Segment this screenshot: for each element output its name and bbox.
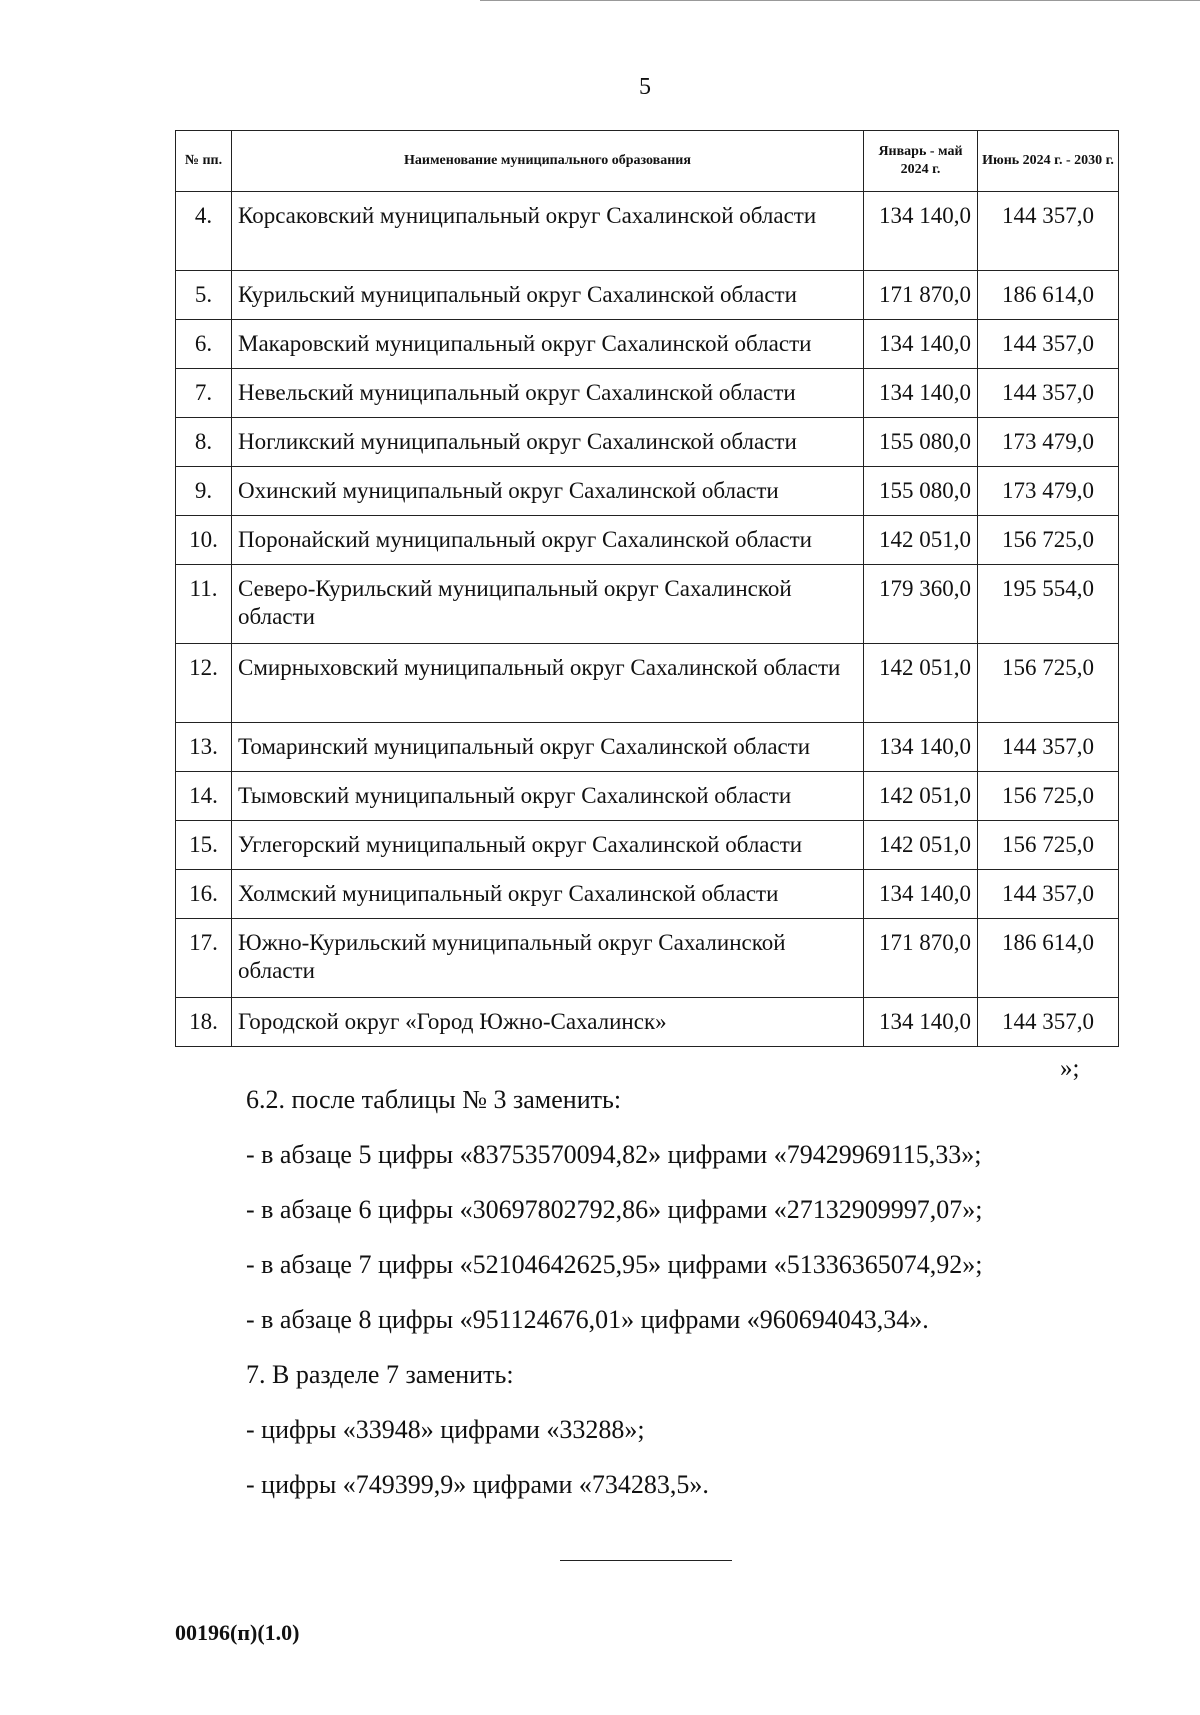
paragraph: - цифры «749399,9» цифрами «734283,5».: [246, 1470, 709, 1499]
row-name: Смирныховский муниципальный округ Сахалинской области: [232, 644, 864, 723]
row-num: 11.: [176, 565, 232, 644]
row-jun-2030: 144 357,0: [978, 723, 1119, 772]
row-num: 15.: [176, 821, 232, 870]
row-name: Поронайский муниципальный округ Сахалинской области: [232, 516, 864, 565]
document-code: 00196(п)(1.0): [175, 1620, 300, 1645]
table-closing-quote: »;: [1060, 1055, 1080, 1082]
table-row: [176, 723, 1119, 772]
row-jun-2030: 156 725,0: [978, 644, 1119, 723]
row-jun-2030: 144 357,0: [978, 998, 1119, 1047]
row-jun-2030: 173 479,0: [978, 418, 1119, 467]
end-rule: [560, 1560, 732, 1561]
table-row: [176, 565, 1119, 644]
row-jan-may: 179 360,0: [864, 565, 978, 644]
row-num: 8.: [176, 418, 232, 467]
row-name: Невельский муниципальный округ Сахалинской области: [232, 369, 864, 418]
row-jan-may: 134 140,0: [864, 320, 978, 369]
page-number: 5: [639, 74, 651, 100]
row-name: Томаринский муниципальный округ Сахалинской области: [232, 723, 864, 772]
paragraph: - в абзаце 5 цифры «83753570094,82» цифрами «79429969115,33»;: [246, 1140, 982, 1169]
row-name: Охинский муниципальный округ Сахалинской области: [232, 467, 864, 516]
row-jun-2030: 173 479,0: [978, 467, 1119, 516]
row-name: Курильский муниципальный округ Сахалинской области: [232, 271, 864, 320]
row-jan-may: 171 870,0: [864, 271, 978, 320]
row-jan-may: 155 080,0: [864, 467, 978, 516]
row-jan-may: 171 870,0: [864, 919, 978, 998]
row-jan-may: 155 080,0: [864, 418, 978, 467]
table-row: [176, 919, 1119, 998]
row-num: 9.: [176, 467, 232, 516]
table-row: [176, 320, 1119, 369]
row-jan-may: 134 140,0: [864, 998, 978, 1047]
row-jan-may: 142 051,0: [864, 644, 978, 723]
row-jun-2030: 156 725,0: [978, 516, 1119, 565]
paragraph: - в абзаце 6 цифры «30697802792,86» цифрами «27132909997,07»;: [246, 1195, 983, 1224]
row-jun-2030: 186 614,0: [978, 919, 1119, 998]
header-jan-may: Январь - май 2024 г.: [864, 131, 978, 192]
table-row: [176, 998, 1119, 1047]
amendment-text: [246, 1085, 1116, 1525]
table-row: [176, 369, 1119, 418]
row-name: Северо-Курильский муниципальный округ Сахалинской области: [232, 565, 864, 644]
row-num: 6.: [176, 320, 232, 369]
row-jun-2030: 186 614,0: [978, 271, 1119, 320]
table-row: [176, 516, 1119, 565]
row-num: 14.: [176, 772, 232, 821]
header-jun-2030: Июнь 2024 г. - 2030 г.: [978, 131, 1119, 192]
row-jun-2030: 144 357,0: [978, 369, 1119, 418]
row-num: 4.: [176, 192, 232, 271]
row-name: Городской округ «Город Южно-Сахалинск»: [232, 998, 864, 1047]
municipal-rates-table: [175, 130, 1119, 1047]
row-name: Корсаковский муниципальный округ Сахалинской области: [232, 192, 864, 271]
row-jun-2030: 144 357,0: [978, 320, 1119, 369]
row-jun-2030: 156 725,0: [978, 772, 1119, 821]
header-num: № пп.: [176, 131, 232, 192]
table-header-row: [176, 131, 1119, 192]
row-num: 13.: [176, 723, 232, 772]
row-jun-2030: 156 725,0: [978, 821, 1119, 870]
table-row: [176, 467, 1119, 516]
row-num: 5.: [176, 271, 232, 320]
row-num: 7.: [176, 369, 232, 418]
row-num: 17.: [176, 919, 232, 998]
row-jun-2030: 144 357,0: [978, 870, 1119, 919]
paragraph: - в абзаце 8 цифры «951124676,01» цифрами «960694043,34».: [246, 1305, 929, 1334]
row-name: Холмский муниципальный округ Сахалинской области: [232, 870, 864, 919]
table-row: [176, 772, 1119, 821]
header-name: Наименование муниципального образования: [232, 131, 864, 192]
row-jan-may: 134 140,0: [864, 369, 978, 418]
paragraph: 6.2. после таблицы № 3 заменить:: [246, 1085, 622, 1114]
scan-top-rule: [480, 0, 1200, 1]
table-row: [176, 192, 1119, 271]
row-num: 12.: [176, 644, 232, 723]
row-name: Южно-Курильский муниципальный округ Сахалинской области: [232, 919, 864, 998]
row-jan-may: 134 140,0: [864, 192, 978, 271]
row-name: Ногликский муниципальный округ Сахалинской области: [232, 418, 864, 467]
row-num: 18.: [176, 998, 232, 1047]
table-row: [176, 418, 1119, 467]
table-row: [176, 870, 1119, 919]
table-row: [176, 271, 1119, 320]
row-jan-may: 142 051,0: [864, 516, 978, 565]
row-jan-may: 134 140,0: [864, 723, 978, 772]
paragraph: - в абзаце 7 цифры «52104642625,95» цифрами «51336365074,92»;: [246, 1250, 983, 1279]
row-name: Тымовский муниципальный округ Сахалинской области: [232, 772, 864, 821]
row-name: Углегорский муниципальный округ Сахалинской области: [232, 821, 864, 870]
row-num: 10.: [176, 516, 232, 565]
row-num: 16.: [176, 870, 232, 919]
row-jan-may: 134 140,0: [864, 870, 978, 919]
row-name: Макаровский муниципальный округ Сахалинской области: [232, 320, 864, 369]
paragraph: 7. В разделе 7 заменить:: [246, 1360, 514, 1389]
row-jan-may: 142 051,0: [864, 772, 978, 821]
table-row: [176, 821, 1119, 870]
row-jun-2030: 195 554,0: [978, 565, 1119, 644]
paragraph: - цифры «33948» цифрами «33288»;: [246, 1415, 645, 1444]
table-row: [176, 644, 1119, 723]
row-jun-2030: 144 357,0: [978, 192, 1119, 271]
row-jan-may: 142 051,0: [864, 821, 978, 870]
